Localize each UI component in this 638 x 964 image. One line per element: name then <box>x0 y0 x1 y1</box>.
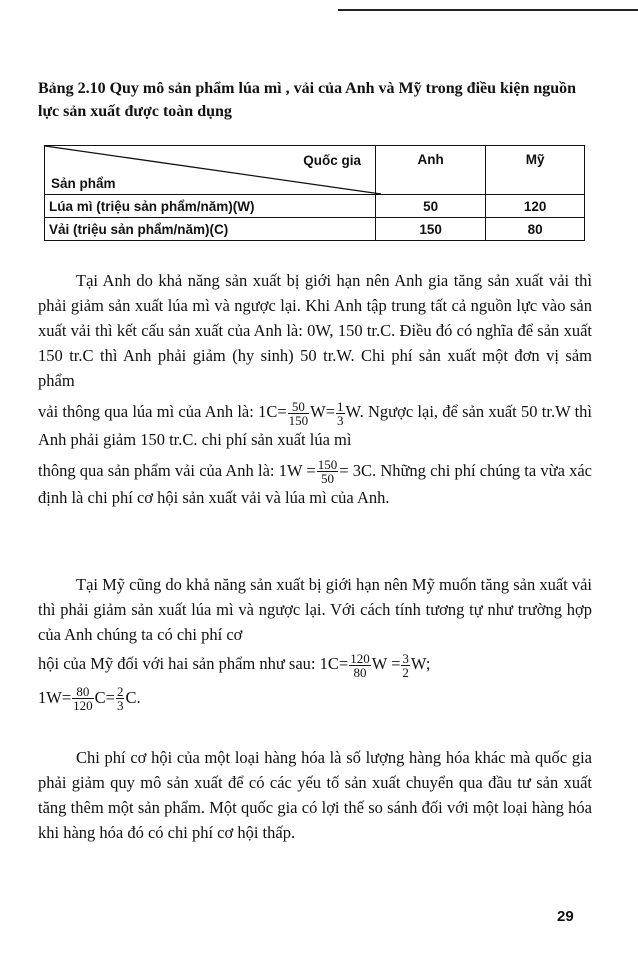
table-row <box>45 218 585 241</box>
formula-a: 1C= $\frac{50}{150}$ W= $\frac{1}{3}$ W. <box>258 398 364 428</box>
column-header-us: Mỹ <box>486 146 585 195</box>
paragraph-us <box>38 572 592 712</box>
formula-d: 1W= $\frac{80}{120}$ C= $\frac{2}{3}$ C. <box>38 684 141 714</box>
paragraph-definition <box>38 745 592 845</box>
cell-wheat-us: 120 <box>486 195 585 218</box>
paragraph-us-text: Tại Mỹ cũng do khả năng sản xuất bị giới hạn nên Mỹ muốn tăng sản xuất vải thì phải giảm sản xuất lúa mì và ngược lại. Với cách tính tương tự như trường hợp của Anh chúng ta có chi phí cơ <box>38 575 593 644</box>
formula-line-c <box>38 651 592 679</box>
table-row <box>45 195 585 218</box>
row-label-cloth: Vải (triệu sản phẩm/năm)(C) <box>45 218 376 241</box>
formula-a-tail: Ngược lại, để sản xuất 50 tr.W thì Anh phải giảm 150 tr.C. chi phí sản xuất lúa mì <box>38 402 593 449</box>
formula-a-lead: vải thông qua lúa mì của Anh là: <box>38 402 254 421</box>
production-table <box>44 145 585 241</box>
caption-label: Bảng 2.10 <box>38 80 106 97</box>
cell-cloth-uk: 150 <box>376 218 486 241</box>
formula-b-lead: thông qua sản phẩm vải của Anh là: <box>38 460 275 480</box>
table-caption <box>38 77 596 123</box>
row-label-wheat: Lúa mì (triệu sản phẩm/năm)(W) <box>45 195 376 218</box>
paragraph-uk <box>38 268 592 510</box>
formula-c: 1C= $\frac{120}{80}$ W = $\frac{3}{2}$ W; <box>319 650 431 680</box>
caption-text: Quy mô sản phẩm lúa mì , vải của Anh và Mỹ trong điều kiện nguồn lực sản xuất được toàn dụng <box>38 80 577 120</box>
header-product: Sản phẩm <box>51 176 116 191</box>
formula-b: 1W = $\frac{150}{50}$ = 3C. <box>278 457 377 487</box>
top-rule <box>338 9 638 11</box>
paragraph-uk-text: Tại Anh do khả năng sản xuất bị giới hạn nên Anh gia tăng sản xuất vải thì phải giảm sản xuất lúa mì và ngược lại. Khi Anh tập trung tất cả nguồn lực vào sản xuất vải thì kết cấu sản xuất của Anh là: 0W, 150 tr.C. Điều đó có nghĩa để sản xuất 150 tr.C thì Anh phải giảm (hy sinh) 50 tr.W. Chi phí sản xuất một đơn vị sảm phẩm <box>38 271 592 390</box>
formula-line-a <box>38 399 592 452</box>
column-header-uk: Anh <box>376 146 486 195</box>
paragraph-definition-text: Chi phí cơ hội của một loại hàng hóa là số lượng hàng hóa khác mà quốc gia phải giảm quy mô sản xuất để có các yếu tố sản xuất chuyển qua đầu tư sản xuất tăng thêm một sản phẩm. Một quốc gia có lợi thế so sánh đối với một loại hàng hóa khi hàng hóa đó có chi phí cơ hội thấp. <box>38 748 592 842</box>
page-number: 29 <box>557 908 574 925</box>
cell-wheat-uk: 50 <box>376 195 486 218</box>
formula-b-tail: Những chi phí chúng ta vừa xác định là chi phí cơ hội sản xuất vải và lúa mì của Anh. <box>38 460 593 508</box>
cell-cloth-us: 80 <box>486 218 585 241</box>
diagonal-header-cell <box>45 146 376 195</box>
formula-line-b <box>38 458 592 511</box>
header-country: Quốc gia <box>303 153 361 168</box>
formula-c-lead: hội của Mỹ đối với hai sản phẩm như sau: <box>38 654 316 673</box>
